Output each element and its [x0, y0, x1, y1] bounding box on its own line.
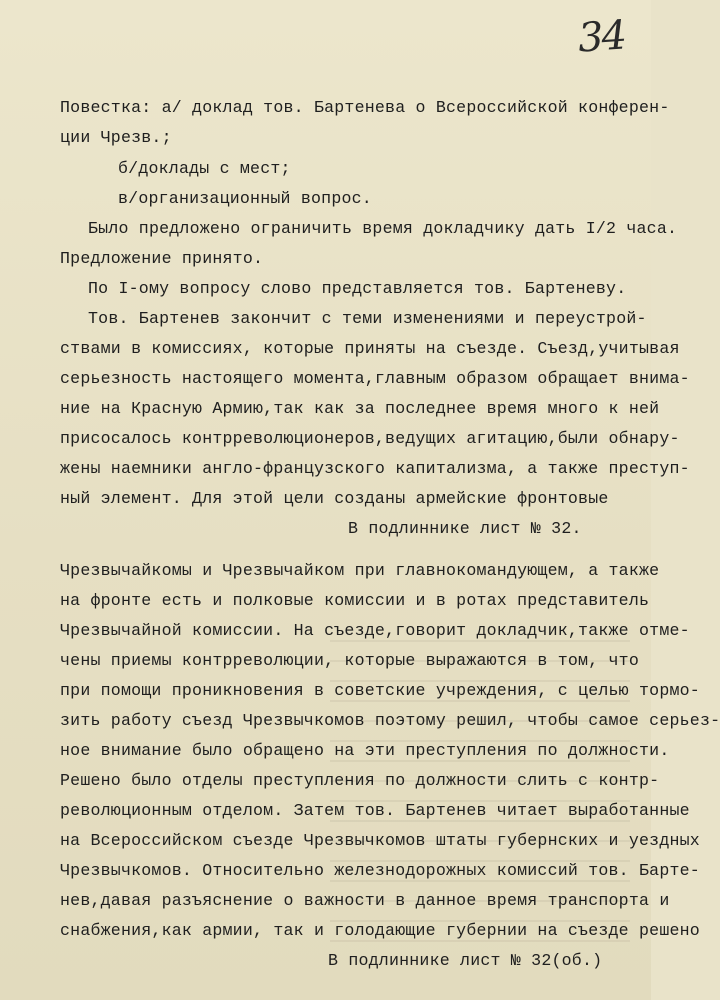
- text-line: Было предложено ограничить время докладчику дать I/2 часа.: [88, 219, 678, 238]
- text-line: По I-ому вопросу слово представляется тов. Бартеневу.: [88, 279, 627, 298]
- text-line: на Всероссийском съезде Чрезвычкомов штаты губернских и уездных: [60, 831, 700, 850]
- agenda-item-c: в/организационный вопрос.: [118, 189, 372, 208]
- text-line: революционным отделом. Затем тов. Бартенев читает выработанные: [60, 801, 690, 820]
- agenda-item-b: б/доклады с мест;: [118, 159, 291, 178]
- text-line: Чрезвычайкомы и Чрезвычайком при главнокомандующем, а также: [60, 561, 660, 580]
- text-line: Чрезвычкомов. Относительно железнодорожных комиссий тов. Барте-: [60, 861, 700, 880]
- handwritten-page-number: 34: [576, 12, 627, 62]
- text-line: Предложение принято.: [60, 249, 264, 268]
- agenda-line-2: ции Чрезв.;: [60, 128, 172, 147]
- text-line: жены наемники англо-французского капитализма, а также преступ-: [60, 459, 690, 478]
- original-sheet-note-verso: В подлиннике лист № 32(об.): [328, 951, 603, 970]
- text-line: присосалось контрреволюционеров,ведущих агитацию,были обнару-: [60, 429, 680, 448]
- text-line: чены приемы контрреволюции, которые выражаются в том, что: [60, 651, 639, 670]
- text-line: ние на Красную Армию,так как за последнее время много к ней: [60, 399, 660, 418]
- text-line: на фронте есть и полковые комиссии и в ротах представитель: [60, 591, 650, 610]
- text-line: при помощи проникновения в советские учреждения, с целью тормо-: [60, 681, 700, 700]
- agenda-line-1: Повестка: а/ доклад тов. Бартенева о Всероссийской конферен-: [60, 98, 670, 117]
- text-line: ствами в комиссиях, которые приняты на съезде. Съезд,учитывая: [60, 339, 680, 358]
- text-line: серьезность настоящего момента,главным образом обращает внима-: [60, 369, 690, 388]
- original-sheet-note: В подлиннике лист № 32.: [348, 519, 582, 538]
- text-line: зить работу съезд Чрезвычкомов поэтому решил, чтобы самое серьез-: [60, 711, 720, 730]
- text-line: Тов. Бартенев закончит с теми изменениями и переустрой-: [88, 309, 647, 328]
- text-line: Решено было отделы преступления по должности слить с контр-: [60, 771, 660, 790]
- text-line: снабжения,как армии, так и голодающие губернии на съезде решено: [60, 921, 700, 940]
- text-line: ное внимание было обращено на эти преступления по должности.: [60, 741, 670, 760]
- text-line: Чрезвычайной комиссии. На съезде,говорит докладчик,также отме-: [60, 621, 690, 640]
- text-line: ный элемент. Для этой цели созданы армейские фронтовые: [60, 489, 609, 508]
- text-line: нев,давая разъяснение о важности в данное время транспорта и: [60, 891, 670, 910]
